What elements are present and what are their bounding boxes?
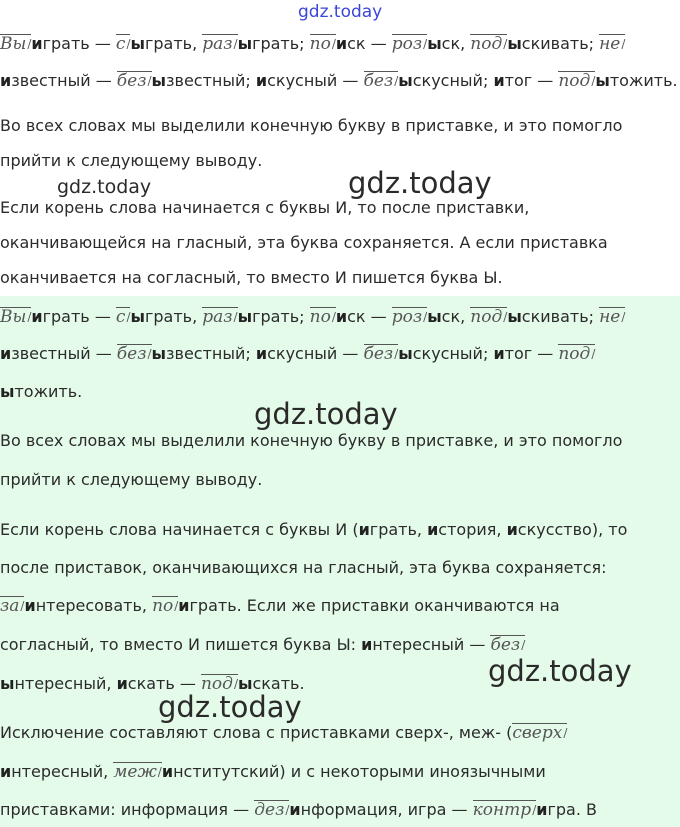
text: Исключение составляют слова с приставками сверх-, меж- ( xyxy=(0,723,513,742)
text: скивать; xyxy=(521,307,600,326)
prefix: раз / xyxy=(202,307,237,326)
text: нтересовать, xyxy=(35,596,153,615)
text: ск, xyxy=(441,34,471,53)
prefix: не / xyxy=(599,307,625,326)
s2-paragraph-a-line-2: прийти к следующему выводу. xyxy=(0,470,263,489)
vowel: ы xyxy=(595,71,610,90)
prefix: под / xyxy=(470,307,507,326)
vowel: ы xyxy=(0,382,15,401)
vowel: ы xyxy=(151,344,167,363)
s2-examples-line-2 xyxy=(0,342,595,366)
prefix: без / xyxy=(364,71,399,90)
s2-rule-line-1 xyxy=(0,518,627,542)
s1-paragraph-a-line-2: прийти к следующему выводу. xyxy=(0,151,263,170)
prefix: за / xyxy=(0,596,24,615)
text: скивать; xyxy=(521,34,600,53)
text: скусный; xyxy=(412,71,494,90)
text: Если корень слова начинается с буквы И ( xyxy=(0,520,359,539)
s2-rule-line-7 xyxy=(0,760,546,784)
s1-examples-line-1 xyxy=(0,32,625,56)
vowel: и xyxy=(0,762,12,781)
prefix: по / xyxy=(152,596,178,615)
s1-paragraph-a-line-1: Во всех словах мы выделили конечную букву в приставке, и это помогло xyxy=(0,116,623,135)
text: скать. xyxy=(252,674,305,693)
vowel: ы xyxy=(398,344,413,363)
vowel: и xyxy=(255,344,268,363)
prefix: не / xyxy=(599,34,625,53)
vowel: и xyxy=(335,307,348,326)
vowel: ы xyxy=(130,34,145,53)
text: звестный — xyxy=(11,71,117,90)
text: ск — xyxy=(347,307,392,326)
s2-rule-line-3 xyxy=(0,594,560,618)
s2-examples-line-1 xyxy=(0,305,625,329)
prefix: роз / xyxy=(392,34,427,53)
vowel: и xyxy=(493,344,505,363)
prefix: под / xyxy=(470,34,507,53)
prefix: под / xyxy=(558,71,595,90)
s2-rule-line-4 xyxy=(0,633,525,657)
text: скусный — xyxy=(267,344,364,363)
vowel: и xyxy=(255,71,268,90)
text: ск, xyxy=(441,307,471,326)
text: грать; xyxy=(252,307,310,326)
vowel: ы xyxy=(237,34,253,53)
s2-rule-line-2: после приставок, оканчивающихся на гласный, эта буква сохраняется: xyxy=(0,558,607,577)
vowel: и xyxy=(31,34,43,53)
text: звестный; xyxy=(166,344,256,363)
vowel: и xyxy=(24,596,36,615)
prefix: Вы / xyxy=(0,307,31,326)
prefix: без / xyxy=(117,71,152,90)
text: тог — xyxy=(504,344,559,363)
vowel: ы xyxy=(427,34,442,53)
text: грать, xyxy=(144,34,203,53)
text: грать, xyxy=(144,307,203,326)
prefix: роз / xyxy=(392,307,427,326)
text: тожить. xyxy=(609,71,678,90)
text: звестный; xyxy=(166,71,256,90)
text: скусство), то xyxy=(517,520,628,539)
prefix: по / xyxy=(310,34,336,53)
text: звестный — xyxy=(11,344,117,363)
text: грать. Если же приставки оканчиваются на xyxy=(189,596,560,615)
s2-examples-line-3 xyxy=(0,380,82,404)
s1-examples-line-2 xyxy=(0,69,678,93)
s1-paragraph-b-line-3: оканчивается на согласный, то вместо И пишется буква Ы. xyxy=(0,268,503,287)
vowel: и xyxy=(289,800,301,819)
vowel: и xyxy=(493,71,505,90)
text: ск — xyxy=(347,34,392,53)
vowel: ы xyxy=(427,307,442,326)
prefix: сверх / xyxy=(512,723,567,742)
vowel: ы xyxy=(237,674,253,693)
s2-rule-line-6 xyxy=(0,721,567,745)
text: нститутский) и с некоторыми иноязычными xyxy=(173,762,546,781)
vowel: и xyxy=(361,635,373,654)
prefix: меж / xyxy=(113,762,162,781)
prefix: с / xyxy=(116,307,131,326)
prefix: под / xyxy=(201,674,238,693)
vowel: ы xyxy=(398,71,413,90)
vowel: и xyxy=(178,596,190,615)
prefix: Вы / xyxy=(0,34,31,53)
text: скать — xyxy=(127,674,201,693)
prefix: раз / xyxy=(202,34,237,53)
text: тог — xyxy=(504,71,559,90)
text: скусный; xyxy=(412,344,494,363)
text: стория, xyxy=(438,520,507,539)
text: гра. В xyxy=(547,800,597,819)
text: тожить. xyxy=(14,382,83,401)
s2-rule-line-5 xyxy=(0,672,305,696)
vowel: и xyxy=(358,520,370,539)
text: нформация, игра — xyxy=(300,800,473,819)
prefix: под / xyxy=(558,344,595,363)
prefix: без / xyxy=(490,635,525,654)
watermark-big-2: gdz.today xyxy=(254,397,398,431)
vowel: ы xyxy=(130,307,145,326)
vowel: ы xyxy=(507,34,522,53)
vowel: и xyxy=(116,674,128,693)
text: нтересный, xyxy=(11,762,114,781)
vowel: и xyxy=(161,762,174,781)
vowel: ы xyxy=(0,674,15,693)
prefix: без / xyxy=(364,344,399,363)
vowel: ы xyxy=(237,307,253,326)
text: грать — xyxy=(42,34,116,53)
vowel: и xyxy=(536,800,548,819)
vowel: и xyxy=(427,520,439,539)
vowel: ы xyxy=(151,71,167,90)
text: нтересный — xyxy=(372,635,491,654)
text: приставками: информация — xyxy=(0,800,255,819)
s1-paragraph-b-line-2: оканчивающейся на гласный, эта буква сохраняется. А если приставка xyxy=(0,233,608,252)
vowel: и xyxy=(0,344,12,363)
vowel: ы xyxy=(507,307,522,326)
vowel: и xyxy=(31,307,43,326)
vowel: и xyxy=(335,34,348,53)
watermark-top: gdz.today xyxy=(298,2,383,22)
s2-rule-line-8 xyxy=(0,798,597,822)
watermark-big-3: gdz.today xyxy=(488,654,632,688)
text: нтересный, xyxy=(14,674,117,693)
s1-paragraph-b-line-1: Если корень слова начинается с буквы И, то после приставки, xyxy=(0,198,530,217)
prefix: по / xyxy=(310,307,336,326)
prefix: контр / xyxy=(473,800,537,819)
s2-paragraph-a-line-1: Во всех словах мы выделили конечную букву в приставке, и это помогло xyxy=(0,431,623,450)
text: согласный, то вместо И пишется буква Ы: xyxy=(0,635,362,654)
vowel: и xyxy=(506,520,518,539)
text: скусный — xyxy=(267,71,364,90)
text: грать, xyxy=(369,520,428,539)
text: грать; xyxy=(252,34,310,53)
prefix: с / xyxy=(116,34,131,53)
watermark-big-1: gdz.today xyxy=(348,166,492,200)
vowel: и xyxy=(0,71,12,90)
prefix: дез / xyxy=(254,800,289,819)
watermark-small: gdz.today xyxy=(57,176,152,198)
text: грать — xyxy=(42,307,116,326)
prefix: без / xyxy=(117,344,152,363)
watermark-big-4: gdz.today xyxy=(158,690,302,724)
